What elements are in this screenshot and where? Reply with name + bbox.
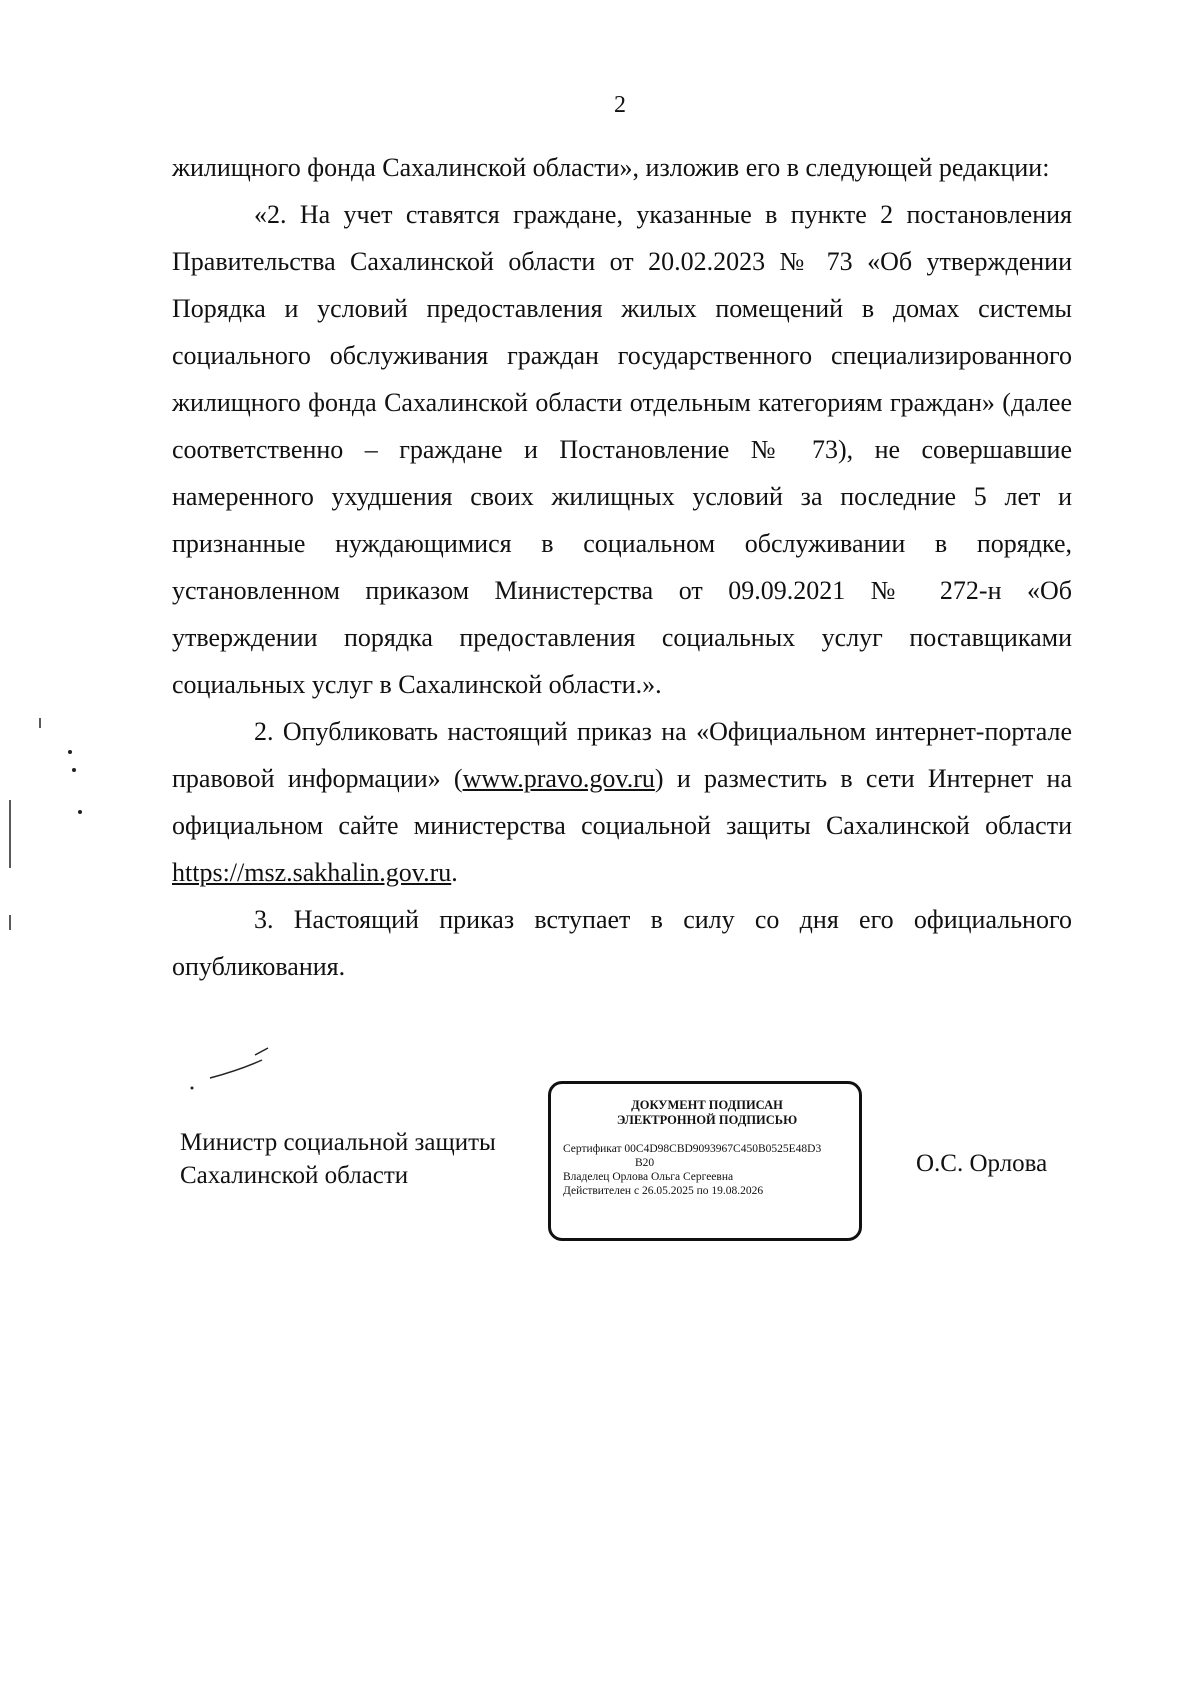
stamp-validity: Действителен с 26.05.2025 по 19.08.2026 [563,1185,764,1197]
stamp-certificate-continued: B20 [635,1157,655,1169]
margin-dot [78,810,82,814]
stamp-title-line-1: ДОКУМЕНТ ПОДПИСАН [631,1098,783,1112]
margin-dot [68,750,72,754]
signer-name: О.С. Орлова [916,1150,1048,1177]
margin-dot [191,1087,194,1090]
signer-title-line-1: Министр социальной защиты [180,1129,496,1156]
signer-title-line-2: Сахалинской области [180,1162,409,1189]
signer-title [180,1126,496,1192]
stamp-details [563,1142,851,1198]
paragraph-intro: жилищного фонда Сахалинской области», изложив его в следующей редакции: [172,153,1050,182]
page-number: 2 [614,92,626,118]
paragraph-2-text-start: 2. Опубликовать настоящий приказ на «Официальном интернет-портале правовой информации» ( [172,717,1072,793]
paragraph-1: «2. На учет ставятся граждане, указанные в пункте 2 постановления Правительства Сахалинской области от 20.02.2023 № 73 «Об утверждении Порядка и условий предоставления жилых помещений в домах системы социального обслуживания граждан государственного специализированного жилищного фонда Сахалинской области отдельным категориям граждан» (далее соответственно – граждане и Постановление № 73), не совершавшие намеренного ухудшения своих жилищных условий за последние 5 лет и признанные нуждающимися в социальном обслуживании в порядке, установленном приказом Министерства от 09.09.2021 № 272-н «Об утверждении порядка предоставления социальных услуг поставщиками социальных услуг в Сахалинской области.». [172,200,1072,699]
electronic-signature-stamp [548,1081,862,1241]
stamp-owner: Владелец Орлова Ольга Сергеевна [563,1171,734,1183]
paragraph-2-text-end: . [451,858,458,887]
stamp-certificate: Сертификат 00C4D98CBD9093967C450B0525E48D3 [563,1143,822,1155]
margin-dot [72,768,76,772]
stamp-title-line-2: ЭЛЕКТРОННОЙ ПОДПИСЬЮ [616,1113,798,1127]
paragraph-3: 3. Настоящий приказ вступает в силу со дня его официального опубликования. [172,905,1072,981]
pravo-link[interactable]: www.pravo.gov.ru [462,764,655,793]
pen-stroke-mark-2 [255,1048,268,1055]
pen-stroke-mark [210,1060,262,1078]
paragraph-2-text-middle: ) и разместить в сети Интернет на официальном сайте министерства социальной защиты Сахалинской области [172,764,1072,840]
msz-link[interactable]: https://msz.sakhalin.gov.ru [172,858,452,887]
